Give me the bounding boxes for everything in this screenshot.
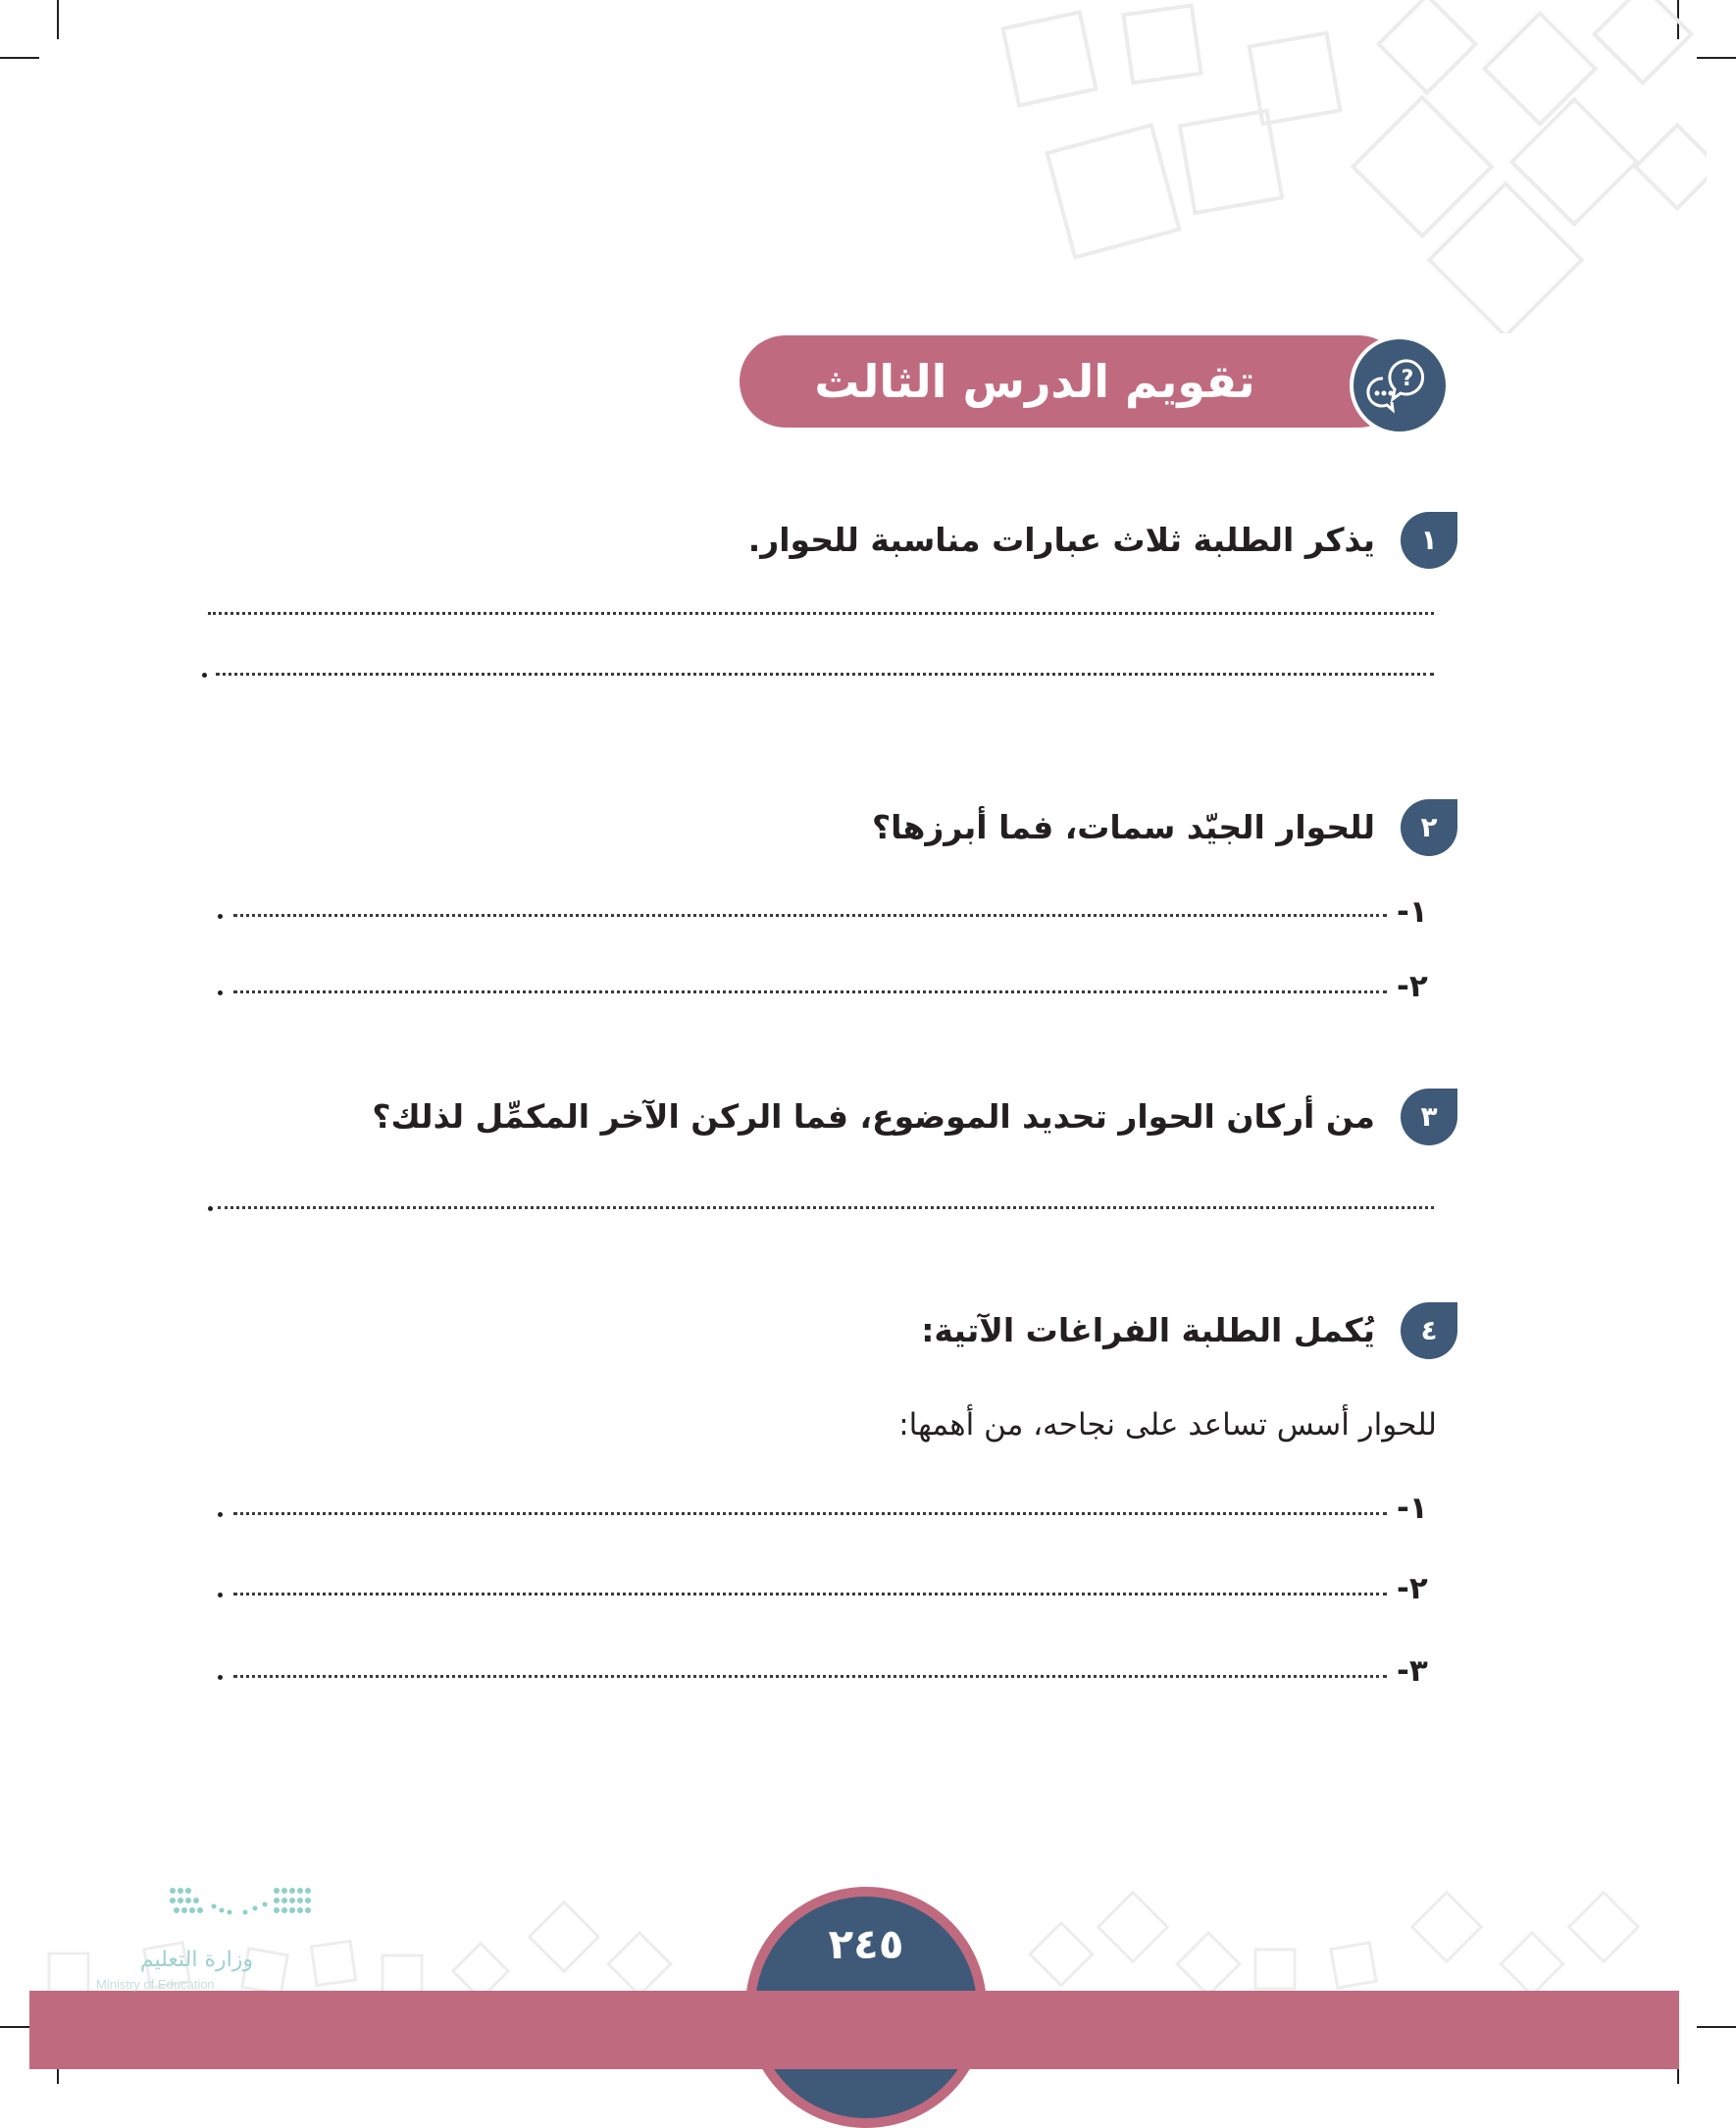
question-1-text: يذكر الطلبة ثلاث عبارات مناسبة للحوار. (747, 521, 1375, 559)
ministry-logo-icon (167, 1883, 324, 1932)
question-4-subtext: للحوار أسس تساعد على نجاحه، من أهمها: (898, 1407, 1437, 1443)
answer-line[interactable] (233, 990, 1387, 993)
item-number: ٢- (1397, 1571, 1428, 1606)
line-end-dot (218, 1593, 223, 1597)
item-number: ١- (1397, 1491, 1428, 1526)
decorative-pattern (981, 0, 1707, 333)
title-badge (1350, 335, 1450, 435)
question-number-badge: ٣ (1401, 1089, 1457, 1145)
line-end-dot (202, 673, 207, 678)
item-number: ٣- (1397, 1653, 1428, 1689)
answer-line[interactable] (233, 1512, 1387, 1515)
crop-mark (57, 0, 59, 39)
line-end-dot (208, 1206, 213, 1211)
question-4-text: يُكمل الطلبة الفراغات الآتية: (921, 1311, 1375, 1349)
crop-mark (1697, 2026, 1736, 2028)
line-end-dot (218, 1675, 223, 1680)
answer-line[interactable] (218, 1206, 1434, 1209)
question-number-badge: ١ (1401, 512, 1457, 569)
question-2-text: للحوار الجيّد سمات، فما أبرزها؟ (871, 808, 1375, 846)
crop-mark (0, 57, 39, 59)
answer-line[interactable] (233, 1593, 1387, 1596)
lesson-title: تقويم الدرس الثالث والثلاثين (814, 355, 1255, 500)
footer-band (29, 1991, 1679, 2069)
answer-line[interactable] (233, 1675, 1387, 1678)
answer-line[interactable] (233, 914, 1387, 917)
ministry-logo-text: وزارة التعليم (139, 1948, 253, 1972)
ministry-logo-en: Ministry of Education (96, 1977, 215, 1992)
svg-text:?: ? (1401, 367, 1414, 391)
question-number-badge: ٢ (1401, 799, 1457, 856)
item-number: ٢- (1397, 969, 1428, 1004)
question-number-badge: ٤ (1401, 1302, 1457, 1359)
answer-line[interactable] (216, 673, 1434, 676)
line-end-dot (218, 1512, 223, 1517)
line-end-dot (218, 990, 223, 995)
question-3-text: من أركان الحوار تحديد الموضوع، فما الركن الآخر المكمِّل لذلك؟ (372, 1097, 1375, 1136)
item-number: ١- (1397, 894, 1428, 930)
answer-line[interactable] (208, 612, 1434, 615)
question-chat-icon (1353, 339, 1446, 431)
page-number: ٢٤٥ (828, 1920, 904, 1968)
line-end-dot (218, 914, 223, 919)
